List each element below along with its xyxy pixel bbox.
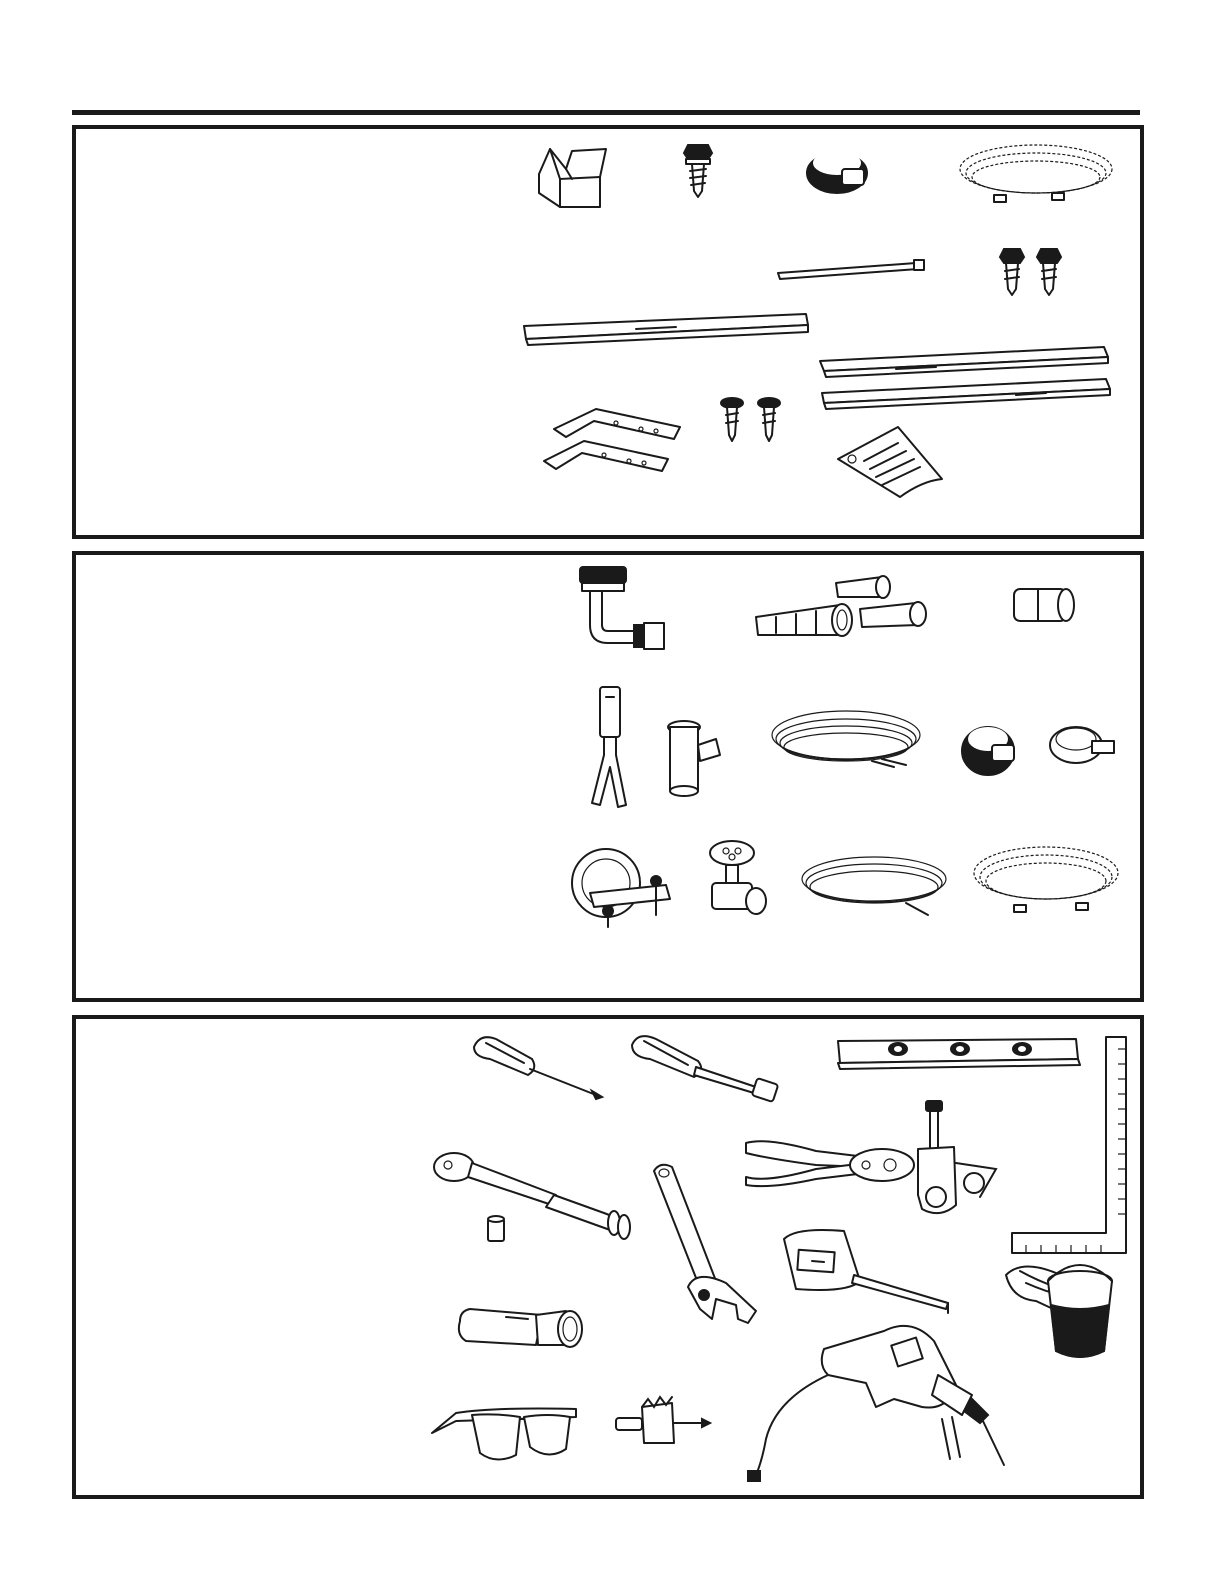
panel-tools-needed: [72, 1015, 1144, 1499]
adjustable-wrench-icon: [654, 1165, 756, 1323]
drill-icon: [748, 1326, 1004, 1481]
elbow-fitting-icon: [580, 567, 664, 649]
braided-hose-icon: [960, 145, 1112, 202]
shutoff-valve-icon: [710, 841, 766, 914]
safety-glasses-icon: [432, 1409, 576, 1460]
junction-box-icon: [572, 849, 670, 927]
truss-screws-icon: [721, 398, 780, 441]
level-icon: [838, 1039, 1080, 1069]
document-sheet-icon: [838, 427, 942, 497]
wire-nuts-icon: [756, 576, 926, 636]
nut-driver-icon: [632, 1036, 778, 1102]
cord-coil-icon: [772, 711, 920, 767]
side-rails-icon: [820, 347, 1110, 409]
panel-parts-needed: [72, 551, 1144, 1002]
coupling-icon: [1014, 589, 1074, 621]
phillips-screwdriver-icon: [474, 1037, 602, 1099]
tubing-coil-icon: [802, 857, 946, 915]
carpenter-square-icon: [1012, 1037, 1126, 1253]
tube-cutter-icon: [918, 1101, 996, 1213]
long-rail-icon: [524, 314, 808, 345]
hose-clamps-icon: [962, 727, 1114, 775]
y-adapter-icon: [592, 687, 626, 807]
hex-screw-icon: [684, 145, 712, 197]
hose-clamp-icon: [807, 151, 867, 193]
bucket-icon: [1048, 1265, 1112, 1357]
tape-measure-icon: [784, 1230, 948, 1313]
pliers-icon: [746, 1141, 914, 1186]
cable-tie-icon: [778, 260, 924, 279]
bracket-icon: [539, 149, 606, 207]
flashlight-icon: [459, 1309, 582, 1347]
tee-fitting-icon: [668, 721, 720, 796]
hole-saw-icon: [616, 1397, 710, 1443]
panel-parts-supplied: [72, 125, 1144, 539]
hex-screws-pair-icon: [1000, 249, 1061, 295]
braided-hose-coil-icon: [974, 847, 1118, 912]
header-rule: [72, 110, 1140, 115]
ratchet-icon: [434, 1153, 630, 1239]
socket-icon: [488, 1216, 504, 1241]
mounting-brackets-icon: [544, 409, 680, 471]
